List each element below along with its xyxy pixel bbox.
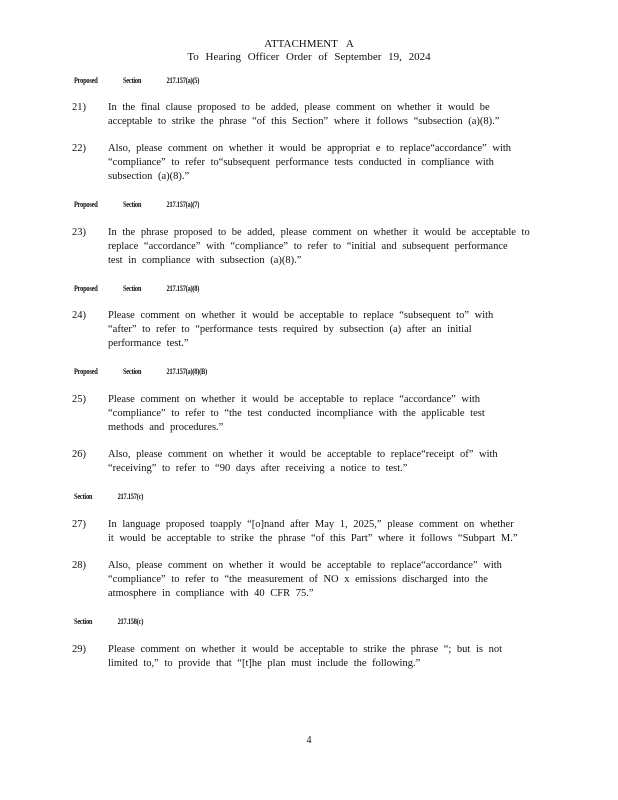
section-label: Proposed [74,284,98,293]
section-heading [74,492,167,501]
item-line: “compliance” to refer to“subsequent performance tests conducted in compliance with [108,157,494,168]
item-line: Also, please comment on whether it would be acceptable to replace“receipt of” with [108,449,498,460]
item-line: it would be acceptable to strike the phrase “of this Part” where it follows “Subpart M.” [108,533,518,544]
attachment-subtitle: To Hearing Officer Order of September 19, 2024 [187,51,431,63]
section-heading [74,617,167,626]
item-text [108,309,548,351]
section-code: 217.157(a)(5) [166,76,200,85]
section-heading [74,367,231,376]
item-number: 24) [72,310,86,321]
section-word: Section [122,200,142,209]
item-text [108,559,548,601]
item-line: Please comment on whether it would be acceptable to replace “accordance” with [108,394,481,405]
item-line: In the final clause proposed to be added, please comment on whether it would be [108,102,490,113]
item-line: “compliance” to refer to “the test conducted incompliance with the applicable test [108,408,485,419]
section-label: Proposed [74,367,98,376]
item-number: 26) [72,449,86,460]
item-line: “receiving” to refer to “90 days after receiving a notice to test.” [108,463,408,474]
item-text [108,226,548,268]
section-code: 217.157(a)(8) [166,284,200,293]
item-number: 22) [72,143,86,154]
item-line: Please comment on whether it would be acceptable to replace “subsequent to” with [108,310,494,321]
item-line: Also, please comment on whether it would be appropriat e to replace“accordance” with [108,143,512,154]
item-line: “after” to refer to “performance tests required by subsection (a) after an initial [108,324,472,335]
section-word: Section [122,284,142,293]
item-line: Also, please comment on whether it would be acceptable to replace“accordance” with [108,560,502,571]
item-number: 21) [72,102,86,113]
item-line: In the phrase proposed to be added, please comment on whether it would be acceptable to [108,227,530,238]
item-number: 29) [72,644,86,655]
section-label: Section [74,617,93,626]
item-number: 23) [72,227,86,238]
item-line: test in compliance with subsection (a)(8).” [108,255,302,266]
item-line: limited to,” to provide that “[t]he plan must include the following.” [108,658,421,669]
item-line: replace “accordance” with “compliance” to refer to “initial and subsequent performance [108,241,508,252]
section-word: 217.157(c) [117,492,144,501]
section-heading [74,200,223,209]
item-text [108,448,548,476]
item-text [108,393,548,435]
item-line: atmosphere in compliance with 40 CFR 75.” [108,588,314,599]
item-line: performance test.” [108,338,189,349]
item-text [108,643,548,671]
section-word: 217.158(c) [117,617,144,626]
item-line: subsection (a)(8).” [108,171,190,182]
item-line: Please comment on whether it would be acceptable to strike the phrase “; but is not [108,644,503,655]
item-number: 28) [72,560,86,571]
page-number: 4 [306,735,312,746]
attachment-title: ATTACHMENT A [264,38,354,50]
section-word: Section [122,367,142,376]
section-code: 217.157(a)(8)(B) [166,367,207,376]
item-line: acceptable to strike the phrase “of this Section” where it follows “subsection (a)(8).” [108,116,500,127]
section-heading [74,284,223,293]
item-line: In language proposed toapply “[o]nand after May 1, 2025,” please comment on whether [108,519,514,530]
item-line: methods and procedures.” [108,422,224,433]
section-label: Proposed [74,76,98,85]
section-word: Section [122,76,142,85]
item-number: 25) [72,394,86,405]
item-text [108,101,548,129]
section-label: Section [74,492,93,501]
item-text [108,142,548,184]
item-line: “compliance” to refer to “the measurement of NO x emissions discharged into the [108,574,488,585]
section-code: 217.157(a)(7) [166,200,200,209]
section-label: Proposed [74,200,98,209]
item-number: 27) [72,519,86,530]
section-heading [74,76,223,85]
item-text [108,518,548,546]
